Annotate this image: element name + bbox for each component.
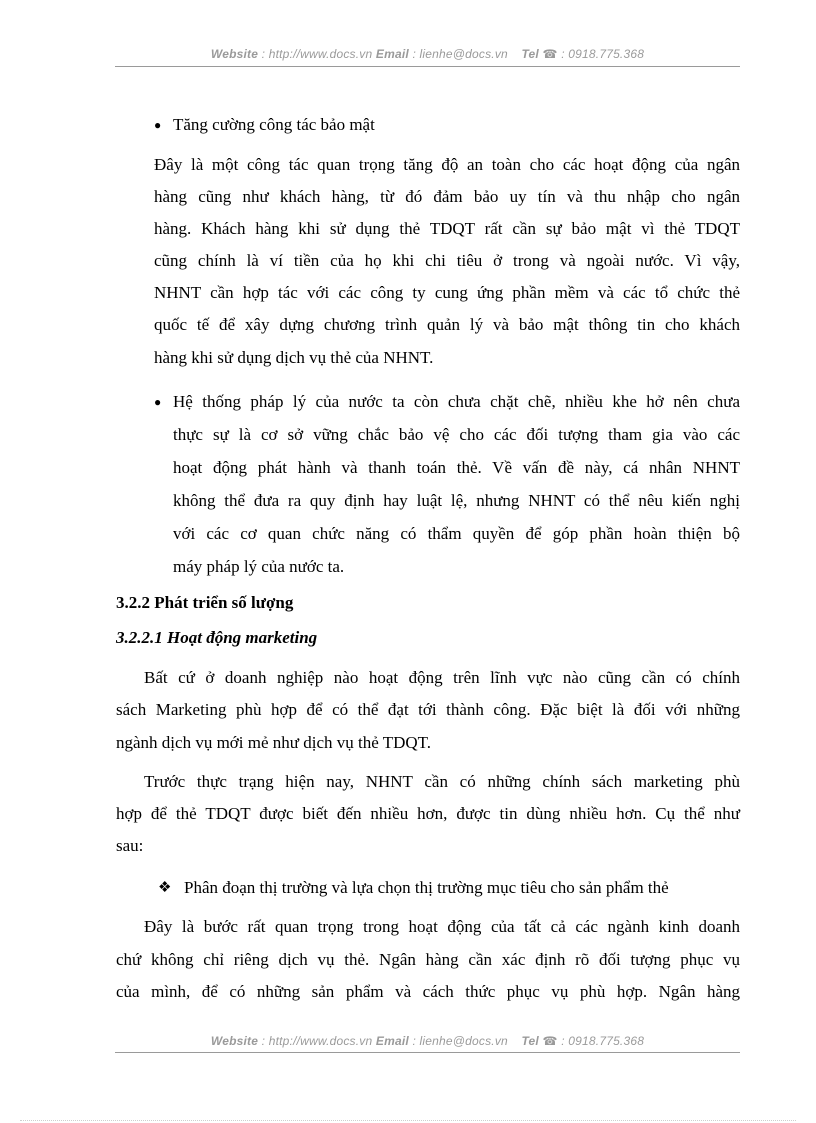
paragraph-line: hợp để thẻ TDQT được biết đến nhiều hơn, được tin dùng nhiều hơn. Cụ thể như xyxy=(116,804,740,823)
paragraph-line: hàng khi sử dụng dịch vụ thẻ của NHNT. xyxy=(154,348,434,367)
page-header xyxy=(115,47,740,61)
paragraph-line: Bất cứ ở doanh nghiệp nào hoạt động trên lĩnh vực nào cũng cần có chính xyxy=(144,668,740,687)
bullet-line: không thể đưa ra quy định hay luật lệ, nhưng NHNT có thể nêu kiến nghị xyxy=(173,491,740,510)
diamond-bullet-icon: ❖ xyxy=(158,880,172,896)
header-website-label: Website xyxy=(210,47,259,61)
paragraph-line: Trước thực trạng hiện nay, NHNT cần có những chính sách marketing phù xyxy=(144,772,740,791)
page-edge-divider xyxy=(20,1120,796,1121)
footer-website-link[interactable]: : http://www.docs.vn xyxy=(261,1034,373,1048)
bullet-line: với các cơ quan chức năng có thẩm quyền để góp phần hoàn thiện bộ xyxy=(173,524,740,543)
paragraph-line: NHNT cần hợp tác với các công ty cung ứng phần mềm và các tổ chức thẻ xyxy=(154,283,740,302)
bullet-icon: ● xyxy=(154,118,162,132)
bullet-line: máy pháp lý của nước ta. xyxy=(173,557,345,576)
header-email-link[interactable]: : lienhe@docs.vn xyxy=(412,47,508,61)
footer-email-link[interactable]: : lienhe@docs.vn xyxy=(412,1034,508,1048)
header-divider xyxy=(115,66,740,67)
paragraph-line: sách Marketing phù hợp để có thể đạt tới thành công. Đặc biệt là đối với những xyxy=(116,700,740,719)
header-tel-value: : 0918.775.368 xyxy=(561,47,645,61)
footer-email-label: Email xyxy=(375,1034,409,1048)
footer-tel-value: : 0918.775.368 xyxy=(561,1034,645,1048)
header-email-label: Email xyxy=(375,47,409,61)
diamond-item: Phân đoạn thị trường và lựa chọn thị trường mục tiêu cho sản phẩm thẻ xyxy=(184,878,669,897)
bullet-line: Hệ thống pháp lý của nước ta còn chưa chặt chẽ, nhiều khe hở nên chưa xyxy=(173,392,740,411)
bullet-title: Tăng cường công tác bảo mật xyxy=(173,115,375,134)
bullet-icon: ● xyxy=(154,395,162,409)
paragraph-line: cũng chính là ví tiền của họ khi chi tiêu ở trong và ngoài nước. Vì vậy, xyxy=(154,251,740,270)
footer-tel-label: Tel xyxy=(521,1034,539,1048)
footer-divider xyxy=(115,1052,740,1053)
paragraph-line: chứ không chỉ riêng dịch vụ thẻ. Ngân hàng cần xác định rõ đối tượng phục vụ xyxy=(116,950,740,969)
paragraph-line: hàng cũng như khách hàng, từ đó đảm bảo uy tín và thu nhập cho ngân xyxy=(154,187,740,206)
page-footer xyxy=(115,1034,740,1048)
phone-icon: ☎ xyxy=(542,47,558,61)
paragraph-line: Đây là bước rất quan trọng trong hoạt động của tất cả các ngành kinh doanh xyxy=(144,917,740,936)
section-heading: 3.2.2 Phát triển số lượng xyxy=(116,593,294,612)
footer-website-label: Website xyxy=(210,1034,259,1048)
phone-icon: ☎ xyxy=(542,1034,558,1048)
bullet-line: thực sự là cơ sở vững chắc bảo vệ cho các đối tượng tham gia vào các xyxy=(173,425,740,444)
paragraph-line: quốc tế để xây dựng chương trình quản lý và bảo mật thông tin cho khách xyxy=(154,315,740,334)
subsection-heading: 3.2.2.1 Hoạt động marketing xyxy=(116,628,318,647)
paragraph-line: Đây là một công tác quan trọng tăng độ an toàn cho các hoạt động của ngân xyxy=(154,155,740,174)
bullet-line: hoạt động phát hành và thanh toán thẻ. Về vấn đề này, cá nhân NHNT xyxy=(173,458,740,477)
paragraph-line: ngành dịch vụ mới mẻ như dịch vụ thẻ TDQT. xyxy=(116,733,432,752)
paragraph-line: sau: xyxy=(116,836,144,855)
header-website-link[interactable]: : http://www.docs.vn xyxy=(261,47,373,61)
paragraph-line: hàng. Khách hàng khi sử dụng thẻ TDQT rất cần sự bảo mật vì thẻ TDQT xyxy=(154,219,740,238)
header-tel-label: Tel xyxy=(521,47,539,61)
paragraph-line: của mình, để có những sản phẩm và cách thức phục vụ phù hợp. Ngân hàng xyxy=(116,982,740,1001)
